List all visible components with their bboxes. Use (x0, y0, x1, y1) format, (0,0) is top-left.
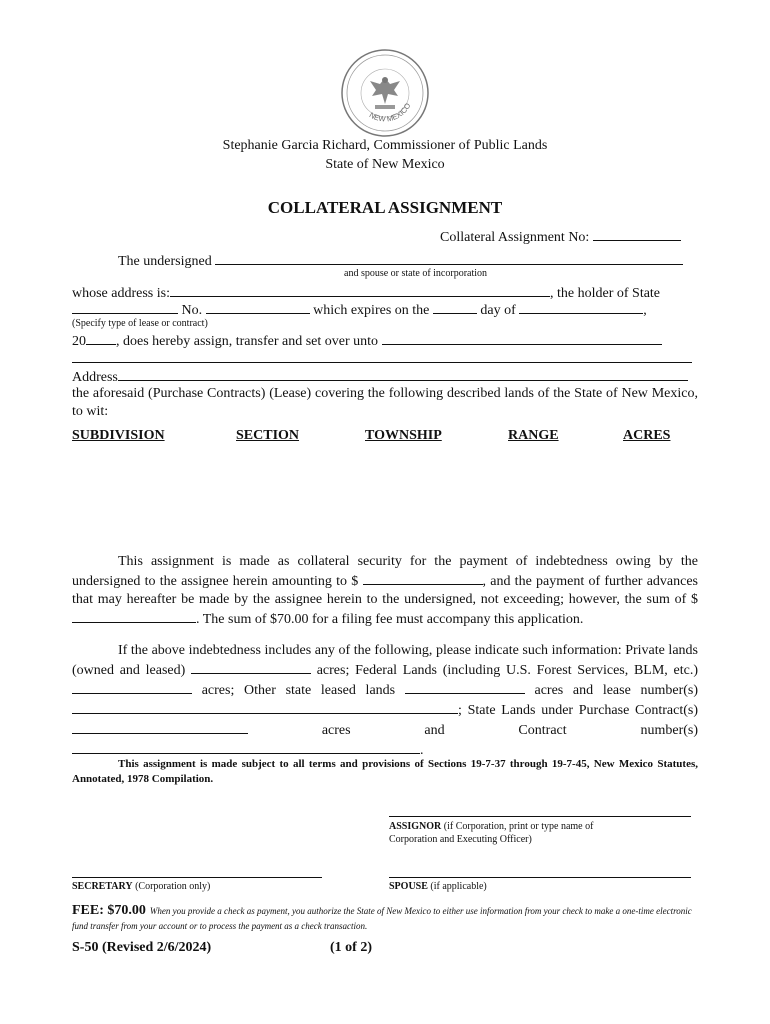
assignment-no-row (440, 227, 681, 247)
paragraph-collateral (72, 553, 698, 629)
para2-text-c: acres; Other state leased lands (201, 683, 396, 698)
lease-numbers-field[interactable] (72, 700, 458, 714)
state-line: State of New Mexico (325, 157, 445, 172)
para1-text-a: This assignment is made as collateral security for the payment of indebtedness owing by the undersigned to the assignee herein amounting to $ (72, 554, 698, 589)
secretary-label: SECRETARY (72, 881, 133, 892)
address2-row (72, 367, 688, 387)
federal-lands-acres-field[interactable] (72, 680, 192, 694)
lease-row (72, 300, 647, 320)
assignor-note: (if Corporation, print or type name of Corporation and Executing Officer) (389, 821, 594, 845)
assignee-field[interactable] (382, 331, 662, 345)
year-field[interactable] (86, 331, 116, 345)
day-of-text: day of (480, 303, 516, 318)
secretary-signature-line[interactable] (72, 877, 322, 878)
svg-text:NEW MEXICO (368, 101, 413, 123)
expire-day-field[interactable] (433, 300, 477, 314)
other-state-acres-field[interactable] (405, 680, 525, 694)
address2-label: Address (72, 370, 118, 385)
para2-text-a: If the above indebtedness includes any of the following, please indicate such information: Private lands (owned and leased) (72, 643, 698, 678)
spouse-signature-line[interactable] (389, 877, 691, 878)
para2-text-f: acres and Contract number(s) (321, 723, 698, 738)
assign-text: , does hereby assign, transfer and set over unto (116, 334, 379, 349)
period: . (420, 743, 424, 758)
holder-text: , the holder of State (550, 286, 661, 301)
secretary-note: (Corporation only) (135, 881, 211, 892)
state-seal (340, 48, 430, 138)
lease-number-field[interactable] (206, 300, 310, 314)
col-township: TOWNSHIP (365, 428, 442, 443)
seal-text-top (340, 48, 430, 50)
statutes-notice: This assignment is made subject to all terms and provisions of Sections 19-7-37 through 19-7-45, New Mexico Statutes, Annotated, 1978 Compilation. (72, 758, 698, 785)
no-label: No. (181, 303, 203, 318)
contract-numbers-field[interactable] (72, 740, 420, 754)
para2-text-d: acres and lease number(s) (534, 683, 699, 698)
address-label: whose address is: (72, 286, 170, 301)
col-acres: ACRES (623, 428, 671, 443)
form-number: S-50 (Revised 2/6/2024) (72, 940, 212, 955)
assignor-caption (389, 820, 639, 846)
para1-text-c: . The sum of $70.00 for a filing fee must accompany this application. (196, 612, 584, 627)
purchase-contract-acres-field[interactable] (72, 720, 248, 734)
assignee-address-field[interactable] (118, 367, 688, 381)
assignor-label: ASSIGNOR (389, 821, 442, 832)
assignment-no-label: Collateral Assignment No: (440, 230, 590, 245)
spouse-note: and spouse or state of incorporation (344, 268, 488, 279)
expires-text: which expires on the (313, 303, 430, 318)
spouse-label: SPOUSE (389, 881, 428, 892)
spouse-sig-note: (if applicable) (430, 881, 487, 892)
lease-type-note: (Specify type of lease or contract) (72, 318, 208, 329)
lease-type-field[interactable] (72, 300, 178, 314)
comma: , (643, 303, 647, 318)
assignee-line-2[interactable] (72, 362, 692, 363)
page-title: COLLATERAL ASSIGNMENT (267, 198, 503, 217)
aforesaid-text: the aforesaid (Purchase Contracts) (Lease) covering the following described lands of the State of New Mexico, to wit: (72, 386, 698, 419)
seal-text-bottom: NEW MEXICO (367, 101, 413, 124)
address-field[interactable] (170, 283, 550, 297)
assignment-no-field[interactable] (593, 227, 681, 241)
undersigned-label: The undersigned (118, 254, 212, 269)
indebtedness-amount-field[interactable] (363, 571, 483, 585)
commissioner-line: Stephanie Garcia Richard, Commissioner of Public Lands (222, 138, 548, 153)
year-prefix: 20 (72, 334, 86, 349)
para2-text-b: acres; Federal Lands (including U.S. Forest Services, BLM, etc.) (316, 663, 698, 678)
expire-month-field[interactable] (519, 300, 643, 314)
undersigned-field[interactable] (215, 251, 683, 265)
secretary-caption (72, 881, 210, 892)
fee-label: FEE: $70.00 (72, 903, 146, 918)
fee-note: When you provide a check as payment, you authorize the State of New Mexico to either use information from your check to make a one-time electronic fund transfer from your account or to process the payment as a check transaction. (72, 906, 692, 931)
col-section: SECTION (236, 428, 300, 443)
para1-text-b: , and the payment of further advances that may hereafter be made by the assignee herein to the undersigned, not exceeding; however, the sum of $ (72, 574, 698, 607)
paragraph-indebtedness (72, 642, 698, 760)
spouse-caption (389, 881, 487, 892)
private-lands-acres-field[interactable] (191, 660, 311, 674)
col-range: RANGE (508, 428, 559, 443)
fee-notice (72, 903, 702, 933)
para2-text-e: ; State Lands under Purchase Contract(s) (458, 703, 698, 718)
assign-row (72, 331, 662, 351)
assignor-signature-line[interactable] (389, 816, 691, 817)
page-indicator: (1 of 2) (330, 940, 372, 955)
max-amount-field[interactable] (72, 609, 196, 623)
col-subdivision: SUBDIVISION (72, 428, 165, 443)
